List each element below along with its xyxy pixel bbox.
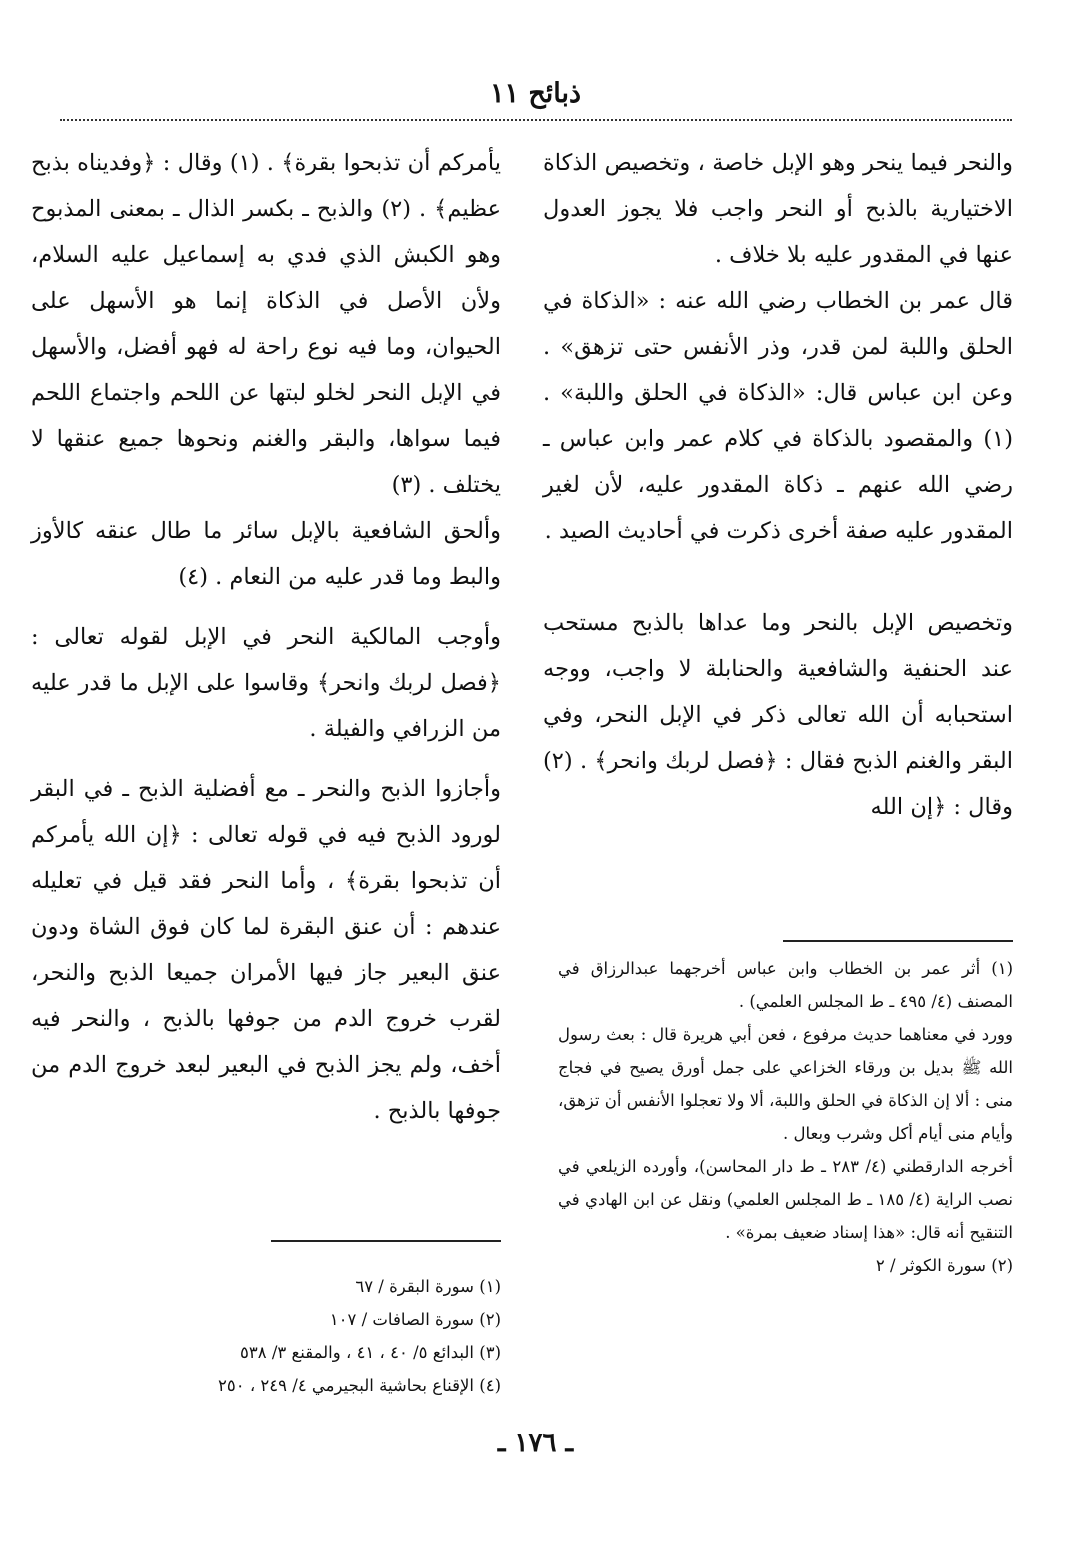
footnote: (٢) سورة الكوثر / ٢ [875,1256,1013,1275]
right-column [543,140,1013,830]
page-number: ـ ١٧٦ ـ [497,1428,574,1458]
footnote: (١) أثر عمر بن الخطاب وابن عباس أخرجهما عبدالرزاق في المصنف (٤/ ٤٩٥ ـ ط المجلس العلمي) . [558,959,1013,1011]
footnote: وورد في معناهما حديث مرفوع ، فعن أبي هريرة قال : بعث رسول الله ﷺ بديل بن ورقاء الخزاعي على جمل أورق يصيح في فجاج منى : ألا إن الذكاة في الحلق واللبة، ألا ولا تعجلوا الأنفس أن تزهق، وأيام منى أيام أكل وشرب وبعال . [558,1025,1013,1143]
footnote: (٢) سورة الصافات / ١٠٧ [329,1310,501,1329]
left-paragraph-3: وأوجب المالكية النحر في الإبل لقوله تعالى : ﴿فصل لربك وانحر﴾ وقاسوا على الإبل ما قدر عليه من الزرافي والفيلة . [31,624,501,742]
header-divider [60,119,1012,121]
footnote: (٤) الإقناع بحاشية البجيرمي ٤/ ٢٤٩ ، ٢٥٠ [217,1376,501,1395]
right-footnote-divider [783,940,1013,942]
right-footnotes [558,952,1013,1282]
right-paragraph-2: قال عمر بن الخطاب رضي الله عنه : «الذكاة في الحلق واللبة لمن قدر، وذر الأنفس حتى تزهق» . وعن ابن عباس قال: «الذكاة في الحلق واللبة» . (١) والمقصود بالذكاة في كلام عمر وابن عباس ـ رضي الله عنهم ـ ذكاة المقدور عليه، لأن لغير المقدور عليه صفة أخرى ذكرت في أحاديث الصيد . [543,288,1013,544]
footnote: (١) سورة البقرة / ٦٧ [355,1277,501,1296]
footnote: أخرجه الدارقطني (٤/ ٢٨٣ ـ ط دار المحاسن)، وأورده الزيلعي في نصب الراية (٤/ ١٨٥ ـ ط المجلس العلمي) ونقل عن ابن الهادي في التنقيح أنه قال: «هذا إسناد ضعيف بمرة» . [558,1157,1013,1242]
left-footnote-divider [271,1240,501,1242]
left-paragraph-1: يأمركم أن تذبحوا بقرة﴾ . (١) وقال : ﴿وفديناه بذبح عظيم﴾ . (٢) والذبح ـ بكسر الذال ـ بمعنى المذبوح وهو الكبش الذي فدي به إسماعيل عليه السلام، ولأن الأصل في الذكاة إنما هو الأسهل على الحيوان، وما فيه نوع راحة له فهو أفضل، والأسهل في الإبل النحر لخلو لبتها عن اللحم واجتماع اللحم فيما سواها، والبقر والغنم ونحوها جميع عنقها لا يختلف . (٣) [31,150,502,498]
left-column [31,140,501,1134]
right-paragraph-1: والنحر فيما ينحر وهو الإبل خاصة ، وتخصيص الذكاة الاختيارية بالذبح أو النحر واجب فلا يجوز العدول عنها في المقدور عليه بلا خلاف . [543,150,1013,268]
page-header-title: ذبائح ١١ [489,78,582,109]
left-footnotes [31,1270,501,1402]
left-paragraph-2: وألحق الشافعية بالإبل سائر ما طال عنقه كالأوز والبط وما قدر عليه من النعام . (٤) [31,518,501,590]
right-paragraph-3: وتخصيص الإبل بالنحر وما عداها بالذبح مستحب عند الحنفية والشافعية والحنابلة لا واجب، ووجه استحبابه أن الله تعالى ذكر في الإبل النحر، وفي البقر والغنم الذبح فقال : ﴿فصل لربك وانحر﴾ . (٢) وقال : ﴿إن الله [543,610,1013,820]
left-paragraph-4: وأجازوا الذبح والنحر ـ مع أفضلية الذبح ـ في البقر لورود الذبح فيه في قوله تعالى : ﴿إن الله يأمركم أن تذبحوا بقرة﴾ ، وأما النحر فقد قيل في تعليله عندهم : أن عنق البقرة لما كان فوق الشاة ودون عنق البعير جاز فيها الأمران جميعا الذبح والنحر، لقرب خروج الدم من جوفها بالذبح ، والنحر فيه أخف، ولم يجز الذبح في البعير لبعد خروج الدم من جوفها بالذبح . [31,776,501,1124]
footnote: (٣) البدائع ٥/ ٤٠ ، ٤١ ، والمقنع ٣/ ٥٣٨ [239,1343,501,1362]
